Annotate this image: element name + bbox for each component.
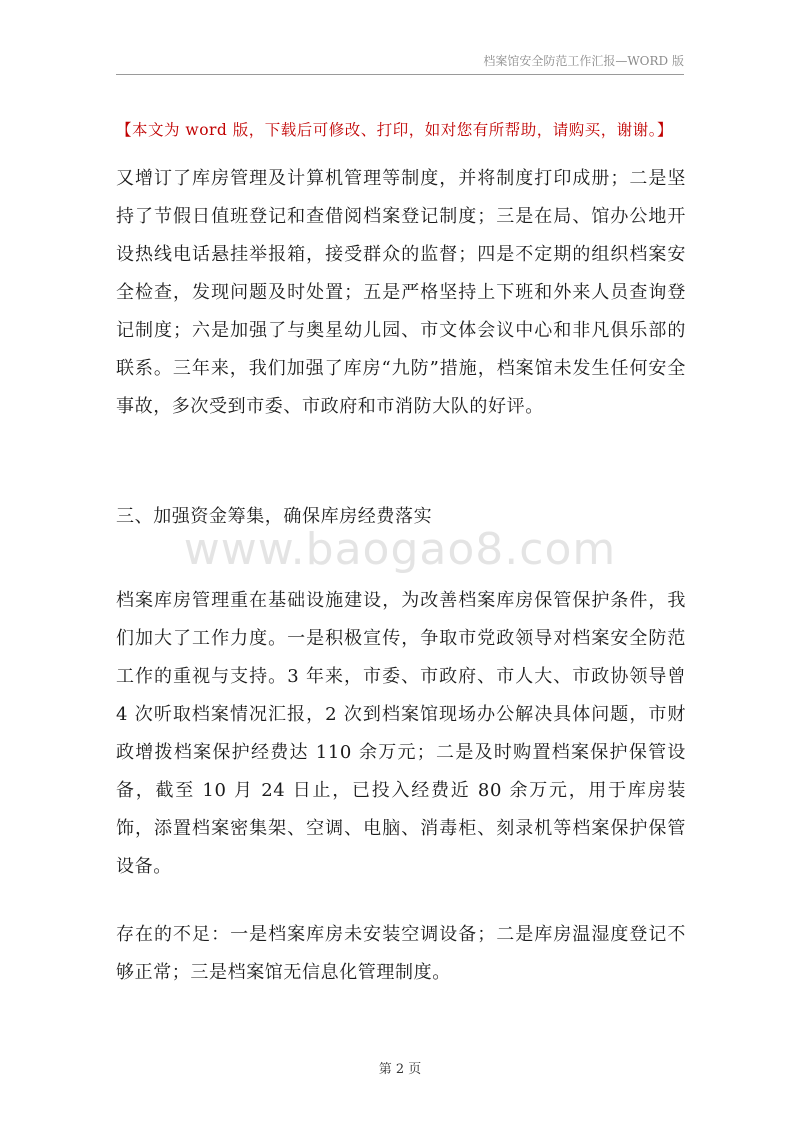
purchase-notice: 【本文为 word 版，下载后可修改、打印，如对您有所帮助，请购买，谢谢。】 <box>116 121 674 139</box>
watermark: www.baogao8.com <box>183 524 617 575</box>
document-title: 档案馆安全防范工作汇报—WORD 版 <box>483 54 684 68</box>
section-heading <box>116 498 686 536</box>
body-paragraph-3 <box>116 916 686 992</box>
page-number: 第 2 页 <box>378 1062 422 1077</box>
body-paragraph-2 <box>116 582 686 886</box>
page-header <box>116 50 684 75</box>
body-paragraph-1 <box>116 160 686 426</box>
section-heading-text: 三、加强资金筹集，确保库房经费落实 <box>116 506 433 527</box>
paragraph-text: 又增订了库房管理及计算机管理等制度，并将制度打印成册；二是坚持了节假日值班登记和查借阅档案登记制度；三是在局、馆办公地开设热线电话悬挂举报箱，接受群众的监督；四是不定期的组织档案安全检查，发现问题及时处置；五是严格坚持上下班和外来人员查询登记制度；六是加强了与奥星幼儿园、市文体会议中心和非凡俱乐部的联系。三年来，我们加强了库房“九防”措施，档案馆未发生任何安全事故，多次受到市委、市政府和市消防大队的好评。 <box>116 168 686 417</box>
paragraph-text: 档案库房管理重在基础设施建设，为改善档案库房保管保护条件，我们加大了工作力度。一是积极宣传，争取市党政领导对档案安全防范工作的重视与支持。3 年来，市委、市政府、市人大、市政协领导曾 4 次听取档案情况汇报，2 次到档案馆现场办公解决具体问题，市财政增拨档案保护经费达 110 余万元；二是及时购置档案保护保管设备，截至 10 月 24 日止，已投入经费近 80 余万元，用于库房装饰，添置档案密集架、空调、电脑、消毒柜、刻录机等档案保护保管设备。 <box>116 590 686 877</box>
paragraph-text: 存在的不足：一是档案库房未安装空调设备；二是库房温湿度登记不够正常；三是档案馆无信息化管理制度。 <box>116 924 686 983</box>
